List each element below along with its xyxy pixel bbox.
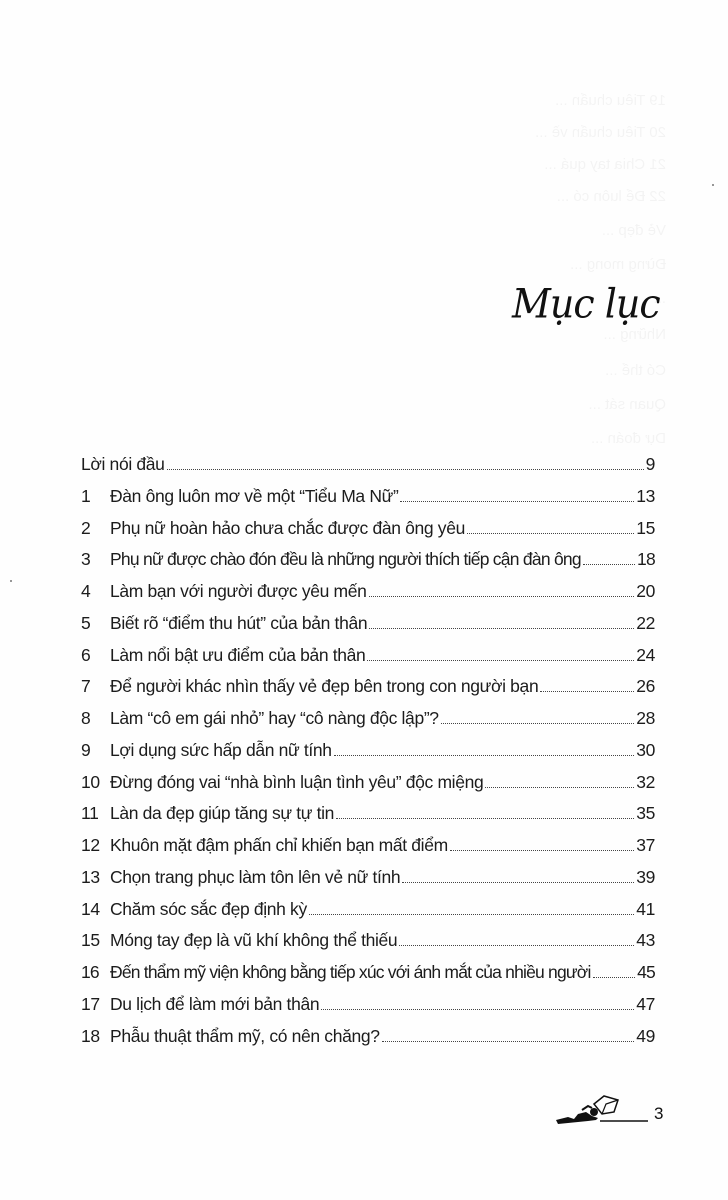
toc-entry-page: 47 [636, 993, 655, 1014]
toc-entry-label: Để người khác nhìn thấy vẻ đẹp bên trong con người bạn [110, 676, 539, 697]
dot-leader [369, 627, 634, 629]
dot-leader [367, 659, 634, 661]
dot-leader [441, 722, 635, 724]
toc-entry[interactable] [81, 640, 655, 672]
toc-entry-label: Phụ nữ được chào đón đều là những người thích tiếp cận đàn ông [110, 549, 581, 570]
toc-entry-label: Lời nói đầu [81, 454, 165, 474]
bleed-line [66, 396, 666, 406]
dot-leader [540, 690, 634, 692]
dot-leader [467, 532, 634, 534]
toc-entry[interactable] [81, 671, 655, 703]
toc-entry[interactable] [81, 544, 655, 576]
toc-entry[interactable] [81, 989, 655, 1021]
toc-entry[interactable] [81, 703, 655, 735]
toc-entry-page: 9 [645, 454, 655, 474]
toc-entry[interactable] [81, 576, 655, 608]
scan-speck [10, 580, 12, 582]
toc-entry[interactable] [81, 1021, 655, 1053]
toc-entry-page: 18 [637, 549, 655, 570]
toc-entry-page: 37 [636, 835, 655, 855]
toc-entry[interactable] [81, 767, 655, 799]
toc-entry-label: Chăm sóc sắc đẹp định kỳ [110, 898, 307, 919]
scan-speck [712, 184, 714, 186]
toc-entry-page: 30 [636, 739, 655, 760]
toc-entry-number: 15 [81, 930, 100, 951]
toc-entry-number: 8 [81, 708, 91, 728]
page-number: 3 [654, 1104, 664, 1123]
toc-entry-page: 15 [636, 517, 655, 538]
dot-leader [593, 976, 636, 978]
toc-entry-number: 17 [81, 993, 100, 1014]
toc-entry-label: Chọn trang phục làm tôn lên vẻ nữ tính [110, 866, 401, 887]
bleed-line [66, 92, 666, 102]
toc-entry-number: 1 [81, 485, 91, 506]
dot-leader [334, 754, 635, 756]
dot-leader [399, 944, 634, 946]
toc-entry[interactable] [81, 925, 655, 957]
dot-leader [402, 881, 634, 883]
toc-entry-number: 12 [81, 835, 100, 855]
toc-entry[interactable] [81, 608, 655, 640]
toc-entry-label: Đến thẩm mỹ viện không bằng tiếp xúc với ánh mắt của nhiều người [110, 962, 591, 982]
toc-entry-page: 45 [637, 962, 655, 982]
toc-entry-number: 9 [81, 739, 91, 760]
toc-entry[interactable] [81, 735, 655, 767]
toc-entry-number: 11 [81, 803, 99, 824]
toc-entry-label: Biết rõ “điểm thu hút” của bản thân [110, 612, 368, 633]
dot-leader [321, 1008, 634, 1010]
dot-leader [400, 500, 634, 502]
dot-leader [450, 849, 634, 851]
toc-entry-number: 6 [81, 644, 91, 665]
toc-entry-number: 18 [81, 1025, 100, 1046]
toc-entry-page: 26 [636, 676, 655, 697]
dot-leader [485, 786, 634, 788]
toc-entry-preface[interactable] [81, 449, 655, 481]
toc-entry-number: 14 [81, 898, 100, 919]
dot-leader [583, 563, 635, 565]
toc-entry-label: Móng tay đẹp là vũ khí không thể thiếu [110, 930, 398, 951]
toc-entry-label: Khuôn mặt đậm phấn chỉ khiến bạn mất điểm [110, 835, 448, 855]
toc-entry-number: 4 [81, 581, 91, 601]
toc-entry-page: 22 [636, 612, 655, 633]
toc-entry-page: 39 [636, 866, 655, 887]
toc-entry[interactable] [81, 830, 655, 862]
toc-entry-number: 5 [81, 612, 91, 633]
toc-entry-label: Lợi dụng sức hấp dẫn nữ tính [110, 739, 332, 760]
bleed-line [66, 188, 666, 198]
toc-entry[interactable] [81, 513, 655, 545]
toc-entry-page: 32 [636, 771, 655, 792]
toc-entry-label: Phẫu thuật thẩm mỹ, có nên chăng? [110, 1025, 380, 1046]
toc-entry-label: Du lịch để làm mới bản thân [110, 993, 320, 1014]
bleed-line [66, 256, 666, 266]
toc-entry-page: 13 [636, 485, 655, 506]
dot-leader [309, 913, 634, 915]
bleed-line [66, 156, 666, 166]
toc-entry-page: 20 [636, 581, 655, 601]
toc-entry[interactable] [81, 957, 655, 989]
dot-leader [336, 817, 634, 819]
bleed-line [66, 430, 666, 440]
toc-entry-number: 10 [81, 771, 100, 792]
toc-entry-label: Đừng đóng vai “nhà bình luận tình yêu” độc miệng [110, 771, 484, 792]
toc-entry[interactable] [81, 481, 655, 513]
toc-entry-label: Phụ nữ hoàn hảo chưa chắc được đàn ông yêu [110, 517, 465, 538]
dot-leader [382, 1040, 635, 1042]
page-footer [548, 1090, 668, 1130]
toc-entry[interactable] [81, 798, 655, 830]
toc-entry-page: 43 [636, 930, 655, 951]
page-title: Mục lục [512, 280, 660, 328]
toc-entry-page: 24 [636, 644, 655, 665]
toc-entry-number: 7 [81, 676, 91, 697]
book-reader-ornament-icon [548, 1090, 648, 1130]
toc-entry-label: Làm nổi bật ưu điểm của bản thân [110, 644, 366, 665]
toc-entry-number: 16 [81, 962, 99, 982]
toc-entry[interactable] [81, 862, 655, 894]
toc-entry-label: Làm bạn với người được yêu mến [110, 581, 367, 601]
bleed-line [66, 362, 666, 372]
toc-entry-label: Làn da đẹp giúp tăng sự tự tin [110, 803, 335, 824]
toc-entry-number: 13 [81, 866, 100, 887]
table-of-contents [81, 449, 655, 1052]
bleed-line [66, 326, 666, 336]
toc-entry-page: 49 [636, 1025, 655, 1046]
bleed-line [66, 124, 666, 134]
toc-entry[interactable] [81, 894, 655, 926]
bleed-line [66, 222, 666, 232]
toc-entry-number: 2 [81, 517, 91, 538]
toc-entry-page: 28 [636, 708, 655, 728]
toc-entry-label: Làm “cô em gái nhỏ” hay “cô nàng độc lập”? [110, 708, 439, 728]
toc-entry-label: Đàn ông luôn mơ về một “Tiểu Ma Nữ” [110, 485, 399, 506]
toc-entry-number: 3 [81, 549, 90, 570]
dot-leader [167, 468, 644, 470]
dot-leader [369, 595, 635, 597]
toc-entry-page: 35 [636, 803, 655, 824]
toc-entry-page: 41 [636, 898, 655, 919]
